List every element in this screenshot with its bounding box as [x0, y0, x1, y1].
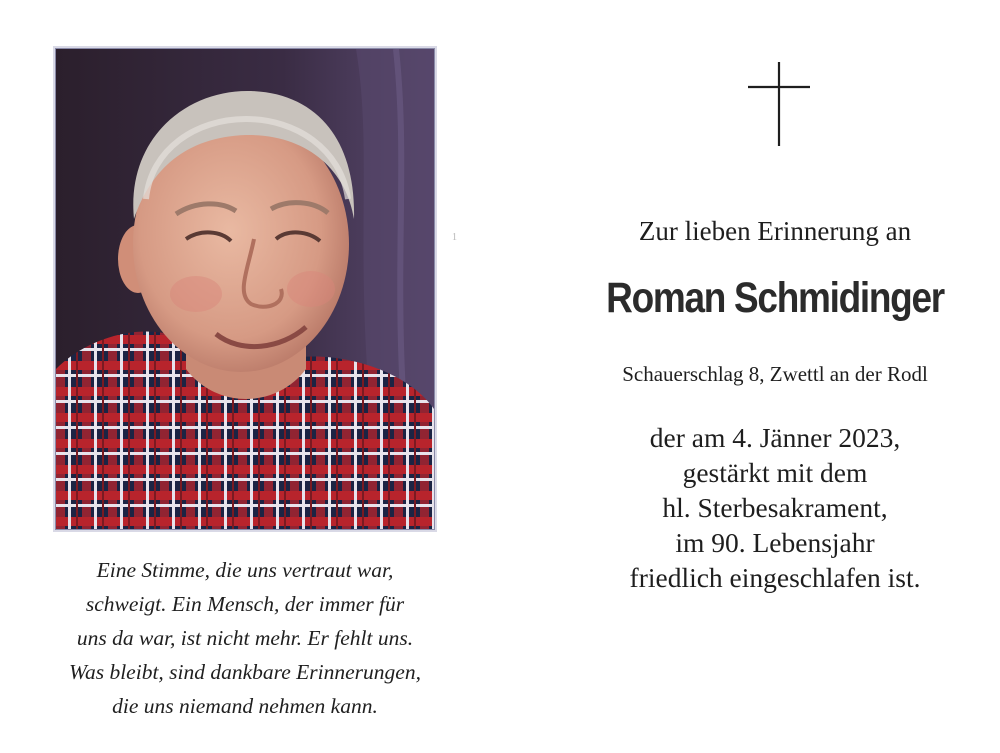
notice-line: friedlich eingeschlafen ist. — [629, 562, 921, 593]
portrait-photo — [55, 48, 435, 530]
cross-icon — [746, 60, 812, 148]
deceased-name: Roman Schmidinger — [606, 274, 944, 322]
poem-line: Was bleibt, sind dankbare Erinnerungen, — [69, 660, 421, 684]
notice-line: im 90. Lebensjahr — [675, 527, 875, 558]
memorial-poem — [15, 553, 475, 723]
intro-text: Zur lieben Erinnerung an — [638, 216, 912, 246]
poem-line: die uns niemand nehmen kann. — [112, 694, 378, 718]
notice-line: gestärkt mit dem — [682, 457, 868, 488]
poem-line: schweigt. Ein Mensch, der immer für — [85, 592, 405, 616]
poem-line: Eine Stimme, die uns vertraut war, — [96, 558, 394, 582]
stray-mark: 1 — [452, 232, 457, 243]
poem-line: uns da war, ist nicht mehr. Er fehlt uns. — [76, 626, 414, 650]
death-notice — [560, 420, 990, 595]
notice-line: der am 4. Jänner 2023, — [649, 422, 901, 453]
notice-line: hl. Sterbesakrament, — [662, 492, 888, 523]
portrait-illustration — [56, 49, 434, 529]
address-text: Schauerschlag 8, Zwettl an der Rodl — [622, 362, 928, 386]
